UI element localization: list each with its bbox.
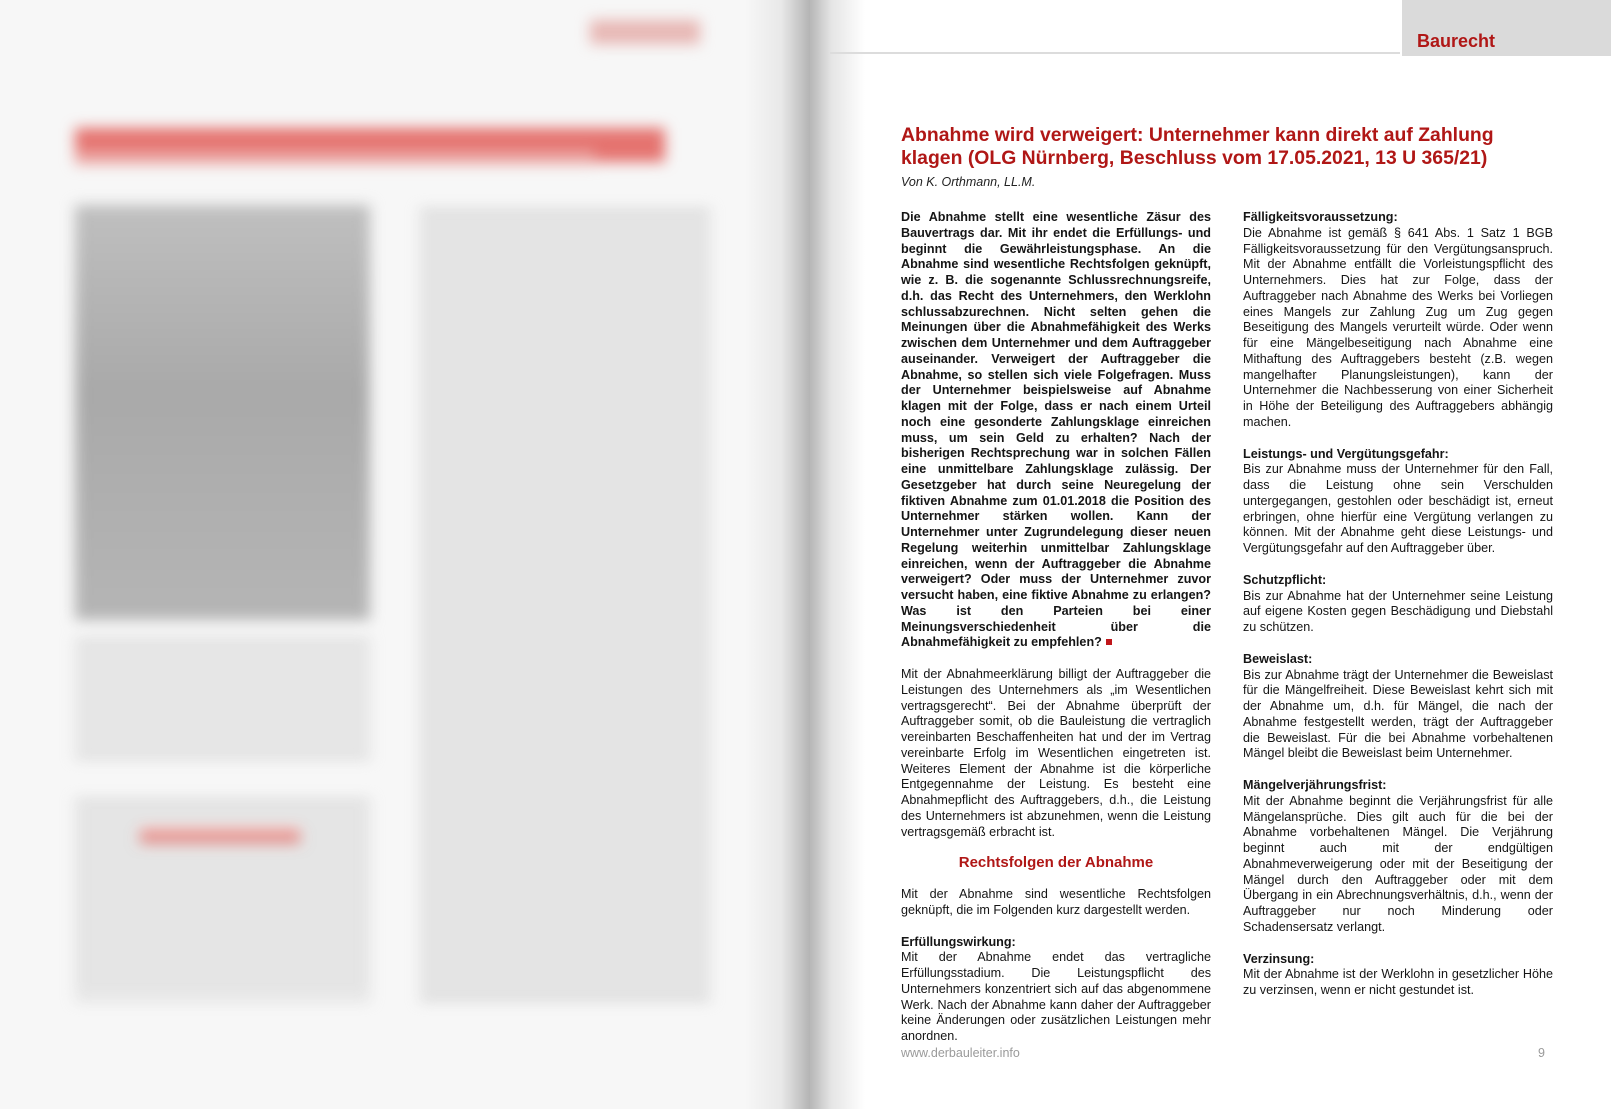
section-tab — [1402, 0, 1611, 56]
section-heading: Mängelverjährungsfrist: — [1243, 778, 1387, 792]
end-square-icon — [1106, 639, 1112, 645]
legal-effect-section — [1243, 652, 1553, 762]
section-heading: Beweislast: — [1243, 651, 1313, 666]
sub-intro-paragraph: Mit der Abnahme sind wesentliche Rechtsfolgen geknüpft, die im Folgenden kurz dargestellt werden. — [901, 887, 1211, 917]
blurred-section-tab — [590, 20, 700, 44]
text-column-left — [901, 210, 1211, 1045]
section-text: Bis zur Abnahme muss der Unternehmer für den Fall, dass die Leistung ohne sein Verschulden untergegangen, gestohlen oder beschädigt ist, erneut erbringen, ohne hierfür eine Vergütung verlangen zu können. Mit der Abnahme geht diese Leistungs- und Vergütungsgefahr auf den Auftraggeber über. — [1243, 462, 1553, 555]
blurred-headline-line — [75, 150, 595, 164]
section-heading: Fälligkeitsvoraussetzung: — [1243, 210, 1398, 224]
legal-effect-section — [1243, 778, 1553, 936]
blurred-photo — [75, 205, 370, 620]
section-heading: Verzinsung: — [1243, 951, 1315, 966]
legal-effect-section — [1243, 210, 1553, 431]
section-heading: Erfüllungswirkung: — [901, 934, 1016, 949]
subheading: Rechtsfolgen der Abnahme — [958, 854, 1154, 872]
legal-effect-section — [1243, 573, 1553, 636]
blurred-subheading — [140, 828, 300, 844]
section-text: Mit der Abnahme ist der Werklohn in gesetzlicher Höhe zu verzinsen, wenn er nicht gestundet ist. — [1243, 967, 1553, 997]
article-title: Abnahme wird verweigert: Unternehmer kann direkt auf Zahlung klagen (OLG Nürnberg, Beschluss vom 17.05.2021, 13 U 365/21) — [901, 124, 1494, 169]
section-heading: Leistungs- und Vergütungsgefahr: — [1243, 446, 1449, 461]
legal-effect-section — [1243, 952, 1553, 999]
article-author: Von K. Orthmann, LL.M. — [901, 175, 1036, 189]
section-text: Die Abnahme ist gemäß § 641 Abs. 1 Satz 1 BGB Fälligkeitsvoraussetzung für den Vergütungsanspruch. Mit der Abnahme entfällt die Vorleistungspflicht des Unternehmers. Dies hat zur Folge, dass der Auftraggeber nach Abnahme des Werks bei Vorliegen eines Mangels zur Zahlung Zug um Zug gegen Beseitigung des Mangels verurteilt würde. Oder wenn für eine Mängelbeseitigung nach Abnahme eine Mithaftung des Auftraggebers besteht (z.B. wegen mangelhafter Planungsleistungen), kann der Unternehmer die Nachbesserung von einer Sicherheit in Höhe der Beteiligung des Auftraggebers abhängig machen. — [1243, 225, 1553, 429]
section-text: Bis zur Abnahme trägt der Unternehmer die Beweislast für die Mängelfreiheit. Diese Beweislast kehrt sich mit der Abnahme um, d.h. für Mängel, die nach der Abnahme festgestellt werden, trägt der Auftraggeber die Beweislast. Für die bei Abnahme vorbehaltenen Mängel bleibt die Beweislast beim Unternehmer. — [1243, 667, 1553, 761]
blurred-text-block — [75, 640, 370, 760]
legal-effect-section — [901, 935, 1211, 1045]
section-text: Mit der Abnahme endet das vertragliche Erfüllungsstadium. Die Leistungspflicht des Unternehmers konzentriert sich auf das abgenommene Werk. Nach der Abnahme kann daher der Auftraggeber keine Änderungen oder zusätzlichen Leistungen mehr anordnen. — [901, 950, 1211, 1043]
intro-paragraph: Mit der Abnahmeerklärung billigt der Auftraggeber die Leistungen des Unternehmers als „im Wesentlichen vertragsgerecht“. Bei der Abnahme überprüft der Auftraggeber somit, ob die Bauleistung die vertraglich vereinbarten Beschaffenheiten hat und der im Vertrag vereinbarte Erfolg im Wesentlichen eingetreten ist. Weiteres Element der Abnahme ist die körperliche Entgegennahme der Leistung. Es besteht eine Abnahmepflicht des Auftraggebers, d.h., die Leistung des Unternehmers ist abzunehmen, wenn die Leistung vertragsgemäß erbracht ist. — [901, 667, 1211, 839]
header-divider — [830, 52, 1400, 54]
footer-url: www.derbauleiter.info — [901, 1046, 1020, 1060]
lead-paragraph — [901, 210, 1211, 651]
text-column-right — [1243, 210, 1553, 999]
section-text: Bis zur Abnahme hat der Unternehmer seine Leistung auf eigene Kosten gegen Beschädigung und Diebstahl zu schützen. — [1243, 588, 1553, 634]
legal-effect-section — [1243, 447, 1553, 557]
blurred-text-column — [420, 210, 710, 1000]
section-text: Mit der Abnahme beginnt die Verjährungsfrist für alle Mängelansprüche. Dies gilt auch für die bei der Abnahme vorbehaltenen Mängel. Die Verjährung beginnt auch mit der endgültigen Abnahmeverweigerung oder mit der Beseitigung der Mängel durch den Auftraggeber oder mit dem Übergang in ein Abrechnungsverhältnis, d.h., wenn der Auftraggeber nur noch Minderung oder Schadensersatz verlangt. — [1243, 793, 1553, 934]
right-page — [830, 0, 1611, 1109]
lead-text: Die Abnahme stellt eine wesentliche Zäsur des Bauvertrags dar. Mit ihr endet die Erfüllungs- und beginnt die Gewährleistungsphase. An die Abnahme sind wesentliche Rechtsfolgen geknüpft, wie z. B. die sogenannte Schlussrechnungsreife, d.h. das Recht des Unternehmers, den Werklohn schlussabzurechnen. Nicht selten gehen die Meinungen über die Abnahmefähigkeit des Werks zwischen dem Unternehmer und dem Auftraggeber auseinander. Verweigert der Auftraggeber die Abnahme, so stellen sich viele Folgefragen. Muss der Unternehmer beispielsweise auf Abnahme klagen mit der Folge, dass er nach einem Urteil noch eine gesonderte Zahlungsklage einreichen muss, um sein Geld zu erhalten? Nach der bisherigen Rechtsprechung war in solchen Fällen eine unmittelbare Zahlungsklage zulässig. Der Gesetzgeber hat durch seine Neuregelung der fiktiven Abnahme zum 01.01.2018 die Position des Unternehmer stärken wollen. Kann der Unternehmer unter Zugrundelegung dieser neuen Regelung weiterhin unmittelbar Zahlungsklage einreichen, wenn der Auftraggeber die Abnahme verweigert? Oder muss der Unternehmer zuvor versucht haben, eine fiktive Abnahme zu erlangen? Was ist den Parteien bei einer Meinungsverschiedenheit über die Abnahmefähigkeit zu empfehlen? — [901, 210, 1211, 650]
section-label: Baurecht — [1417, 31, 1496, 51]
section-heading: Schutzpflicht: — [1243, 572, 1327, 587]
page-number: 9 — [1538, 1046, 1545, 1060]
